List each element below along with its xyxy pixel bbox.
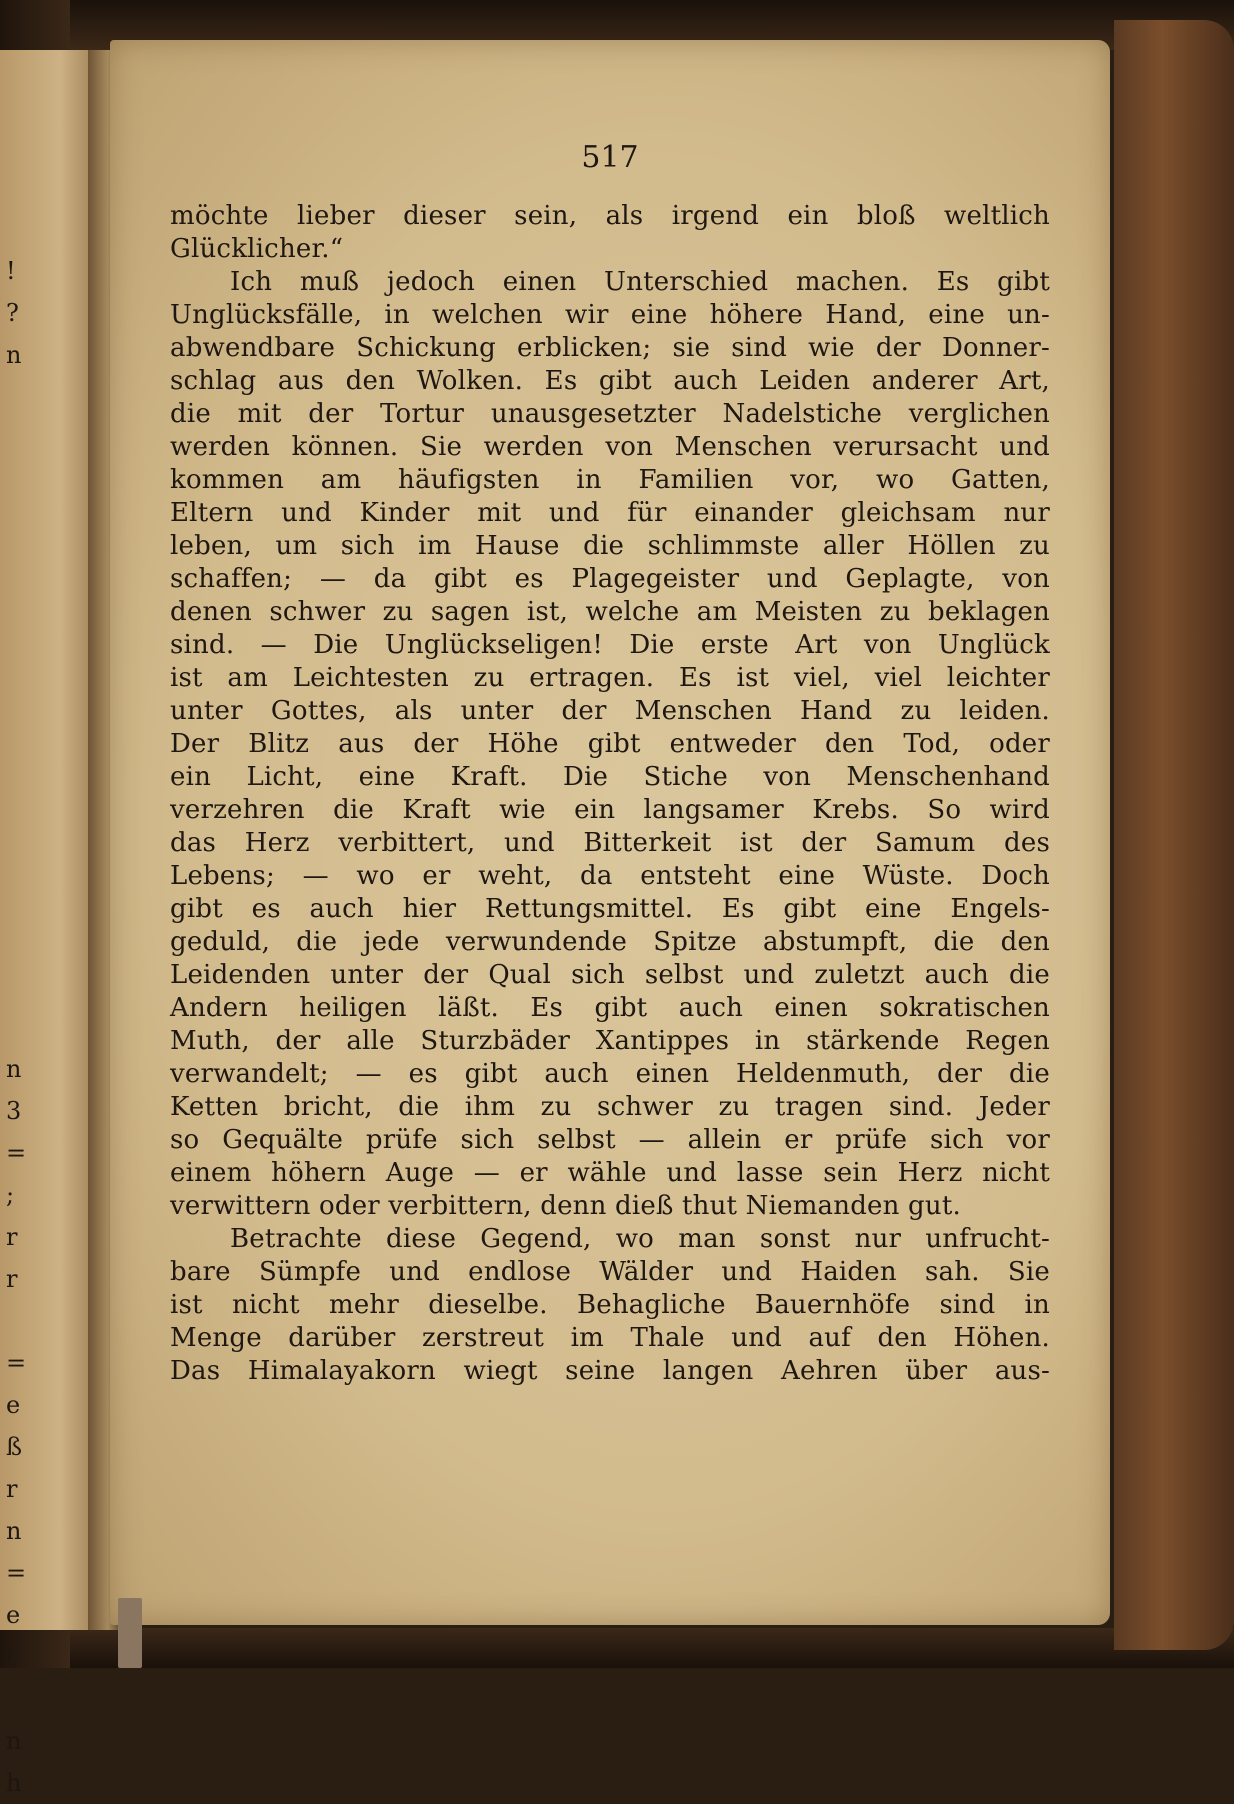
- book-cover-bottom-edge: [0, 1628, 1234, 1668]
- text-line: Ketten bricht, die ihm zu schwer zu tragen sind. Jeder: [170, 1092, 1050, 1122]
- facing-page-char: h: [6, 1769, 22, 1797]
- page-body-text: [170, 200, 1050, 1388]
- facing-page-char: e: [6, 1391, 21, 1419]
- text-line: möchte lieber dieser sein, als irgend ein bloß weltlich: [170, 201, 1050, 231]
- facing-page-char: n: [6, 1517, 22, 1545]
- facing-page-char: [6, 712, 36, 754]
- text-line: verzehren die Kraft wie ein langsamer Krebs. So wird: [170, 795, 1050, 825]
- facing-page-char: n: [6, 1055, 22, 1083]
- text-line: bare Sümpfe und endlose Wälder und Haiden sah. Sie: [170, 1257, 1050, 1287]
- bookmark-ribbon: [118, 1598, 142, 1668]
- text-line: das Herz verbittert, und Bitterkeit ist der Samum des: [170, 828, 1050, 858]
- text-line: schaffen; — da gibt es Plagegeister und Geplagte, von: [170, 564, 1050, 594]
- facing-page-char: [6, 628, 36, 670]
- text-line: verwittern oder verbittern, denn dieß thut Niemanden gut.: [170, 1191, 961, 1221]
- text-line: denen schwer zu sagen ist, welche am Meisten zu beklagen: [170, 597, 1050, 627]
- page-number: 517: [581, 140, 639, 175]
- text-line: abwendbare Schickung erblicken; sie sind wie der Donner-: [170, 333, 1050, 363]
- text-line: die mit der Tortur unausgesetzter Nadelstiche verglichen: [170, 399, 1050, 429]
- text-line: Glücklicher.“: [170, 234, 344, 264]
- facing-page-char: ß: [6, 1433, 23, 1461]
- facing-page-char: =: [6, 1559, 27, 1587]
- text-line: so Gequälte prüfe sich selbst — allein er prüfe sich vor: [170, 1125, 1050, 1155]
- text-line: Betrachte diese Gegend, wo man sonst nur unfrucht-: [230, 1224, 1050, 1254]
- facing-page-char: [6, 964, 36, 1006]
- facing-page-char: [6, 376, 36, 418]
- book-page: [110, 40, 1110, 1625]
- facing-page-char: ;: [6, 1181, 15, 1209]
- facing-page-char: [6, 1678, 36, 1720]
- facing-page-char: [6, 838, 36, 880]
- facing-page-char: [6, 1006, 36, 1048]
- text-line: leben, um sich im Hause die schlimmste aller Höllen zu: [170, 531, 1050, 561]
- text-line: ist nicht mehr dieselbe. Behagliche Bauernhöfe sind in: [170, 1290, 1050, 1320]
- text-line: gibt es auch hier Rettungsmittel. Es gibt eine Engels-: [170, 894, 1050, 924]
- text-line: Leidenden unter der Qual sich selbst und zuletzt auch die: [170, 960, 1050, 990]
- text-line: Andern heiligen läßt. Es gibt auch einen sokratischen: [170, 993, 1050, 1023]
- text-line: Der Blitz aus der Höhe gibt entweder den Tod, oder: [170, 729, 1050, 759]
- text-line: Das Himalayakorn wiegt seine langen Aehren über aus-: [170, 1356, 1050, 1386]
- text-line: kommen am häufigsten in Familien vor, wo Gatten,: [170, 465, 1050, 495]
- text-line: Muth, der alle Sturzbäder Xantippes in stärkende Regen: [170, 1026, 1050, 1056]
- text-line: sind. — Die Unglückseligen! Die erste Art von Unglück: [170, 630, 1050, 660]
- facing-page-char: [6, 418, 36, 460]
- text-line: Unglücksfälle, in welchen wir eine höhere Hand, eine un-: [170, 300, 1050, 330]
- text-line: unter Gottes, als unter der Menschen Hand zu leiden.: [170, 696, 1050, 726]
- text-line: Lebens; — wo er weht, da entsteht eine Wüste. Doch: [170, 861, 1050, 891]
- facing-page-char: [6, 754, 36, 796]
- facing-page-char: [6, 880, 36, 922]
- text-line: schlag aus den Wolken. Es gibt auch Leiden anderer Art,: [170, 366, 1050, 396]
- text-line: einem höhern Auge — er wähle und lasse sein Herz nicht: [170, 1158, 1050, 1188]
- facing-page-text-edge: [6, 250, 36, 1804]
- facing-page-char: ?: [6, 299, 19, 327]
- facing-page-char: 3: [6, 1097, 22, 1125]
- facing-page-char: [6, 502, 36, 544]
- facing-page-char: [6, 796, 36, 838]
- text-line: geduld, die jede verwundende Spitze abstumpft, die den: [170, 927, 1050, 957]
- facing-page-char: =: [6, 1139, 27, 1167]
- facing-page-char: [6, 460, 36, 502]
- facing-page-char: =: [6, 1349, 27, 1377]
- facing-page-char: [6, 922, 36, 964]
- text-line: Ich muß jedoch einen Unterschied machen. Es gibt: [230, 267, 1050, 297]
- facing-page: [0, 50, 100, 1797]
- facing-page-char: n: [6, 341, 22, 369]
- text-line: ist am Leichtesten zu ertragen. Es ist viel, viel leichter: [170, 663, 1050, 693]
- facing-page-char: r: [6, 1223, 18, 1251]
- facing-page-char: r: [6, 1265, 18, 1293]
- facing-page-char: t: [6, 1643, 16, 1671]
- facing-page-char: [6, 1300, 36, 1342]
- text-line: Menge darüber zerstreut im Thale und auf den Höhen.: [170, 1323, 1050, 1353]
- facing-page-char: r: [6, 1475, 18, 1503]
- facing-page-char: [6, 586, 36, 628]
- facing-page-char: [6, 670, 36, 712]
- text-line: Eltern und Kinder mit und für einander gleichsam nur: [170, 498, 1050, 528]
- facing-page-char: e: [6, 1601, 21, 1629]
- facing-page-char: [6, 544, 36, 586]
- text-line: werden können. Sie werden von Menschen verursacht und: [170, 432, 1050, 462]
- facing-page-char: !: [6, 257, 16, 285]
- text-line: verwandelt; — es gibt auch einen Heldenmuth, der die: [170, 1059, 1050, 1089]
- text-line: ein Licht, eine Kraft. Die Stiche von Menschenhand: [170, 762, 1050, 792]
- facing-page-char: n: [6, 1727, 22, 1755]
- book-cover-right-edge: [1114, 20, 1234, 1650]
